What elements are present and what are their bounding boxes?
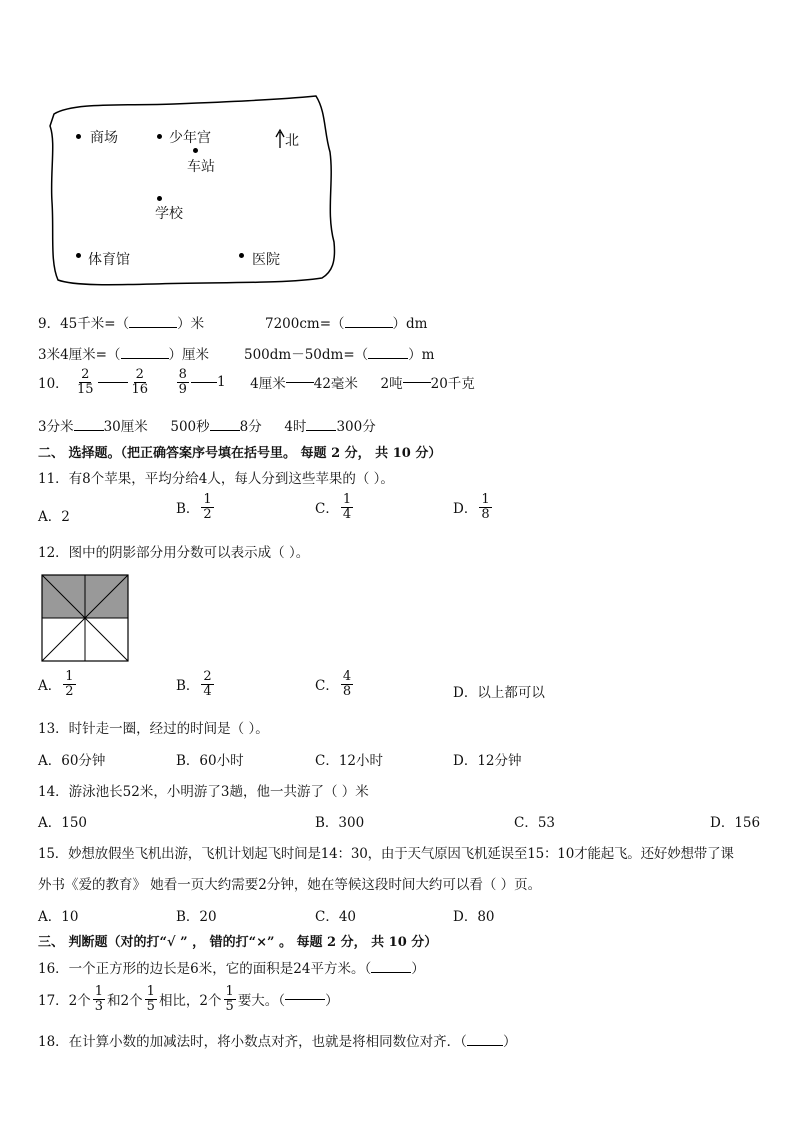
school-dot — [157, 196, 162, 201]
answer-blank[interactable] — [121, 358, 169, 359]
section-2-heading: 二、 选择题。（把正确答案序号填在括号里。 每题 2 分， 共 10 分） — [38, 446, 442, 461]
answer-blank[interactable] — [129, 327, 177, 328]
hospital-dot — [239, 253, 244, 258]
map-label-school: 学校 — [155, 206, 183, 222]
map-label-palace: 少年宫 — [169, 130, 211, 146]
q17-text: 17．2个 $\frac{1}{3}$ 和2个 $\frac{1}{5}$ 相比，2个 $\frac{1}{5}$ 要大。（ ） — [38, 984, 339, 1014]
q9-line2b: 500dm－50dm=（ ）m — [244, 347, 435, 363]
q11-option-c[interactable]: C． $\frac{1}{4}$ — [315, 492, 352, 522]
answer-blank[interactable] — [285, 999, 325, 1000]
q10-line2: 3分米 30厘米 500秒 8分 4时 300分 — [38, 419, 376, 435]
answer-blank[interactable] — [467, 1045, 503, 1046]
q15-option-b[interactable]: B．20 — [176, 909, 217, 925]
answer-blank[interactable] — [191, 382, 217, 383]
map-label-hospital: 医院 — [252, 252, 280, 268]
q12-option-d[interactable]: D．以上都可以 — [453, 685, 545, 701]
q11-text: 11．有8个苹果，平均分给4人，每人分到这些苹果的（ ）。 — [38, 471, 394, 487]
q11-option-b[interactable]: B． $\frac{1}{2}$ — [176, 492, 212, 522]
q16-text: 16．一个正方形的边长是6米，它的面积是24平方米。（ ） — [38, 961, 425, 977]
answer-blank[interactable] — [345, 327, 393, 328]
q13-option-b[interactable]: B．60小时 — [176, 753, 244, 769]
fraction: $\frac{1}{8}$ — [481, 492, 490, 522]
fraction: $\frac{2}{16}$ — [131, 367, 149, 397]
fraction: $\frac{1}{2}$ — [203, 492, 212, 522]
palace-dot — [157, 134, 162, 139]
fraction: $\frac{2}{15}$ — [76, 367, 94, 397]
fraction: $\frac{1}{5}$ — [146, 984, 155, 1014]
answer-blank[interactable] — [403, 382, 431, 383]
market-dot — [76, 134, 81, 139]
q12-text: 12．图中的阴影部分用分数可以表示成（ ）。 — [38, 545, 310, 561]
q15-line2: 外书《爱的教育》 她看一页大约需要2分钟，她在等候这段时间大约可以看（ ）页。 — [38, 877, 542, 893]
station-dot — [193, 148, 198, 153]
gym-dot — [76, 253, 81, 258]
map-label-north: 北 — [285, 133, 299, 149]
fraction: $\frac{1}{5}$ — [225, 984, 234, 1014]
answer-blank[interactable] — [210, 430, 240, 431]
answer-blank[interactable] — [286, 382, 314, 383]
map-label-station: 车站 — [187, 159, 215, 175]
map-label-gym: 体育馆 — [88, 252, 130, 268]
q18-text: 18．在计算小数的加减法时，将小数点对齐，也就是将相同数位对齐．（ ） — [38, 1034, 517, 1050]
fraction: $\frac{1}{2}$ — [65, 669, 74, 699]
q14-option-b[interactable]: B．300 — [315, 815, 365, 831]
q12-option-c[interactable]: C． $\frac{4}{8}$ — [315, 669, 352, 699]
q11-option-a[interactable]: A．2 — [38, 509, 70, 525]
answer-blank[interactable] — [98, 382, 128, 383]
map-label-market: 商场 — [90, 130, 118, 146]
fraction: $\frac{8}{9}$ — [178, 367, 187, 397]
q14-option-c[interactable]: C．53 — [514, 815, 556, 831]
fraction: $\frac{4}{8}$ — [342, 669, 352, 699]
q13-option-d[interactable]: D．12分钟 — [453, 753, 522, 769]
answer-blank[interactable] — [371, 972, 411, 973]
q14-option-d[interactable]: D．156 — [710, 815, 761, 831]
q14-text: 14．游泳池长52米，小明游了3趟，他一共游了（ ）米 — [38, 784, 369, 800]
q12-option-b[interactable]: B． $\frac{2}{4}$ — [176, 669, 212, 699]
q15-option-d[interactable]: D．80 — [453, 909, 495, 925]
q14-option-a[interactable]: A．150 — [38, 815, 88, 831]
fraction: $\frac{2}{4}$ — [203, 669, 212, 699]
fraction: $\frac{1}{4}$ — [342, 492, 352, 522]
fraction: $\frac{1}{3}$ — [94, 984, 104, 1014]
answer-blank[interactable] — [306, 430, 336, 431]
q13-text: 13．时针走一圈，经过的时间是（ ）。 — [38, 721, 269, 737]
q13-option-a[interactable]: A．60分钟 — [38, 753, 106, 769]
q12-option-a[interactable]: A． $\frac{1}{2}$ — [38, 669, 74, 699]
q13-option-c[interactable]: C．12小时 — [315, 753, 384, 769]
q15-option-c[interactable]: C．40 — [315, 909, 357, 925]
shaded-square-figure — [41, 574, 129, 662]
answer-blank[interactable] — [368, 358, 408, 359]
q9-line2: 3米4厘米=（ ）厘米 — [38, 347, 209, 363]
q15-option-a[interactable]: A．10 — [38, 909, 79, 925]
q10-line1: 10． $\frac{2}{15}$ $\frac{2}{16}$ $\frac{8}{9}$ 1 4厘米 42毫米 2吨 20千克 — [38, 367, 475, 397]
q9-line1b: 7200cm=（ ）dm — [265, 316, 428, 332]
answer-blank[interactable] — [74, 430, 104, 431]
q15-line1: 15．妙想放假坐飞机出游，飞机计划起飞时间是14：30，由于天气原因飞机延误至15：10才能起飞。还好妙想带了课 — [38, 846, 734, 862]
q9-line1: 9．45千米=（ ）米 — [38, 316, 205, 332]
q11-option-d[interactable]: D． $\frac{1}{8}$ — [453, 492, 490, 522]
section-3-heading: 三、 判断题（对的打“√ ” ， 错的打“×” 。 每题 2 分， 共 10 分） — [38, 935, 438, 950]
